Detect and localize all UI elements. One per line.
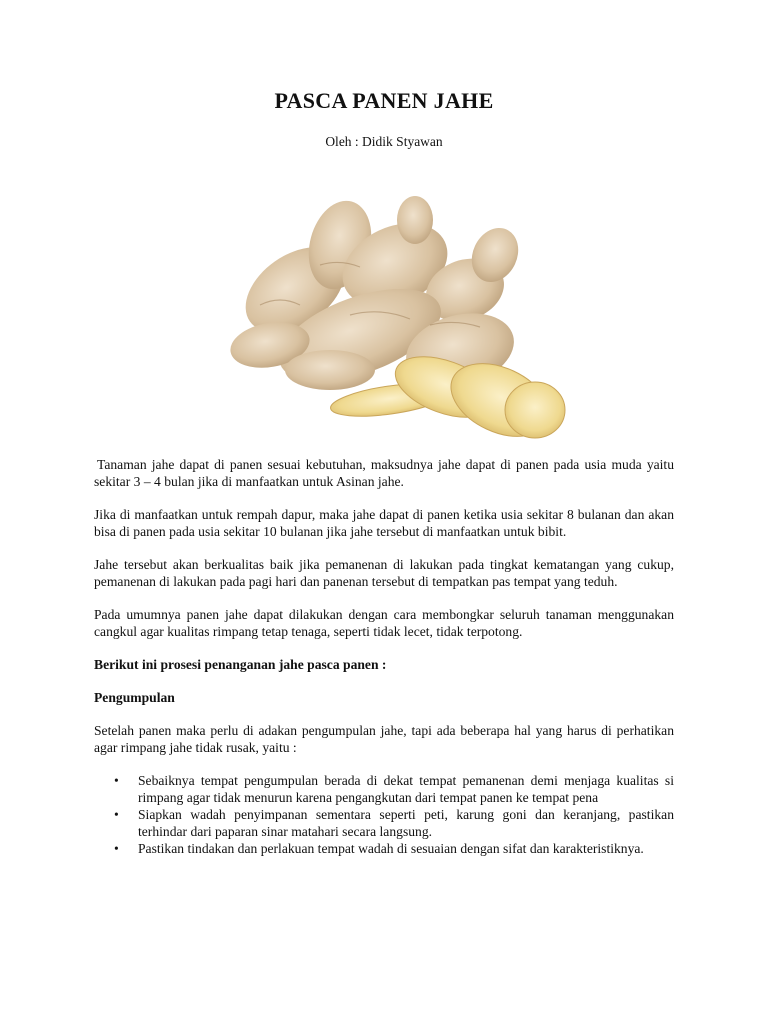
list-item-text: Sebaiknya tempat pengumpulan berada di dekat tempat pemanenan demi menjaga kualitas si rimpang agar tidak menurun karena pengangkutan dari tempat panen ke tempat pena bbox=[138, 773, 674, 805]
bullet-list bbox=[94, 772, 674, 857]
paragraph: Jika di manfaatkan untuk rempah dapur, maka jahe dapat di panen ketika usia sekitar 8 bulanan dan akan bisa di panen pada usia sekitar 10 bulanan jika jahe tersebut di manfaatkan untuk bibit. bbox=[94, 507, 674, 539]
intro-paragraph: Setelah panen maka perlu di adakan pengumpulan jahe, tapi ada beberapa hal yang harus di perhatikan agar rimpang jahe tidak rusak, yaitu : bbox=[94, 723, 674, 755]
bullet-icon: • bbox=[114, 807, 119, 822]
bullet-icon: • bbox=[114, 841, 119, 856]
ginger-photo bbox=[200, 195, 570, 445]
list-item-text: Siapkan wadah penyimpanan sementara seperti peti, karung goni dan keranjang, pastikan terhindar dari paparan sinar matahari secara langsung. bbox=[138, 807, 674, 839]
subheading-pengumpulan: Pengumpulan bbox=[94, 690, 175, 705]
article-title: PASCA PANEN JAHE bbox=[274, 88, 494, 113]
paragraph: Jahe tersebut akan berkualitas baik jika pemanenan di lakukan pada tingkat kematangan yang cukup, pemanenan di lakukan pada pagi hari dan panenan tersebut di tempatkan pas tempat yang teduh. bbox=[94, 557, 674, 589]
author-byline: Oleh : Didik Styawan bbox=[325, 134, 443, 149]
list-item bbox=[114, 806, 674, 840]
bullet-icon: • bbox=[114, 773, 119, 788]
section-heading: Berikut ini prosesi penanganan jahe pasca panen : bbox=[94, 657, 387, 672]
list-item bbox=[114, 772, 674, 806]
paragraph: Pada umumnya panen jahe dapat dilakukan dengan cara membongkar seluruh tanaman menggunakan cangkul agar kualitas rimpang tetap tenaga, seperti tidak lecet, tidak terpotong. bbox=[94, 607, 674, 639]
list-item bbox=[114, 840, 674, 857]
list-item-text: Pastikan tindakan dan perlakuan tempat wadah di sesuaian dengan sifat dan karakteristiknya. bbox=[138, 841, 644, 856]
paragraph: Tanaman jahe dapat di panen sesuai kebutuhan, maksudnya jahe dapat di panen pada usia muda yaitu sekitar 3 – 4 bulan jika di manfaatkan untuk Asinan jahe. bbox=[94, 457, 674, 489]
article-body bbox=[94, 456, 674, 857]
